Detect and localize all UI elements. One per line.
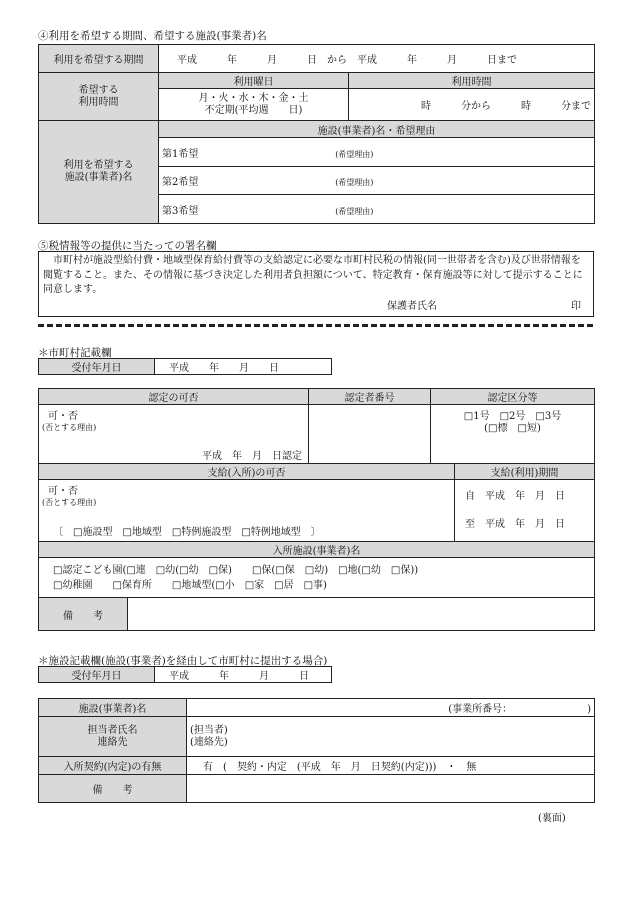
wish-label: 第3希望: [162, 205, 199, 217]
contact-person: (担当者): [190, 724, 228, 736]
category-cell[interactable]: [431, 405, 595, 464]
contract-field[interactable]: 有 ( 契約・内定 (平成 年 月 日契約(内定))) ・ 無: [187, 757, 595, 775]
entry-line2: □幼稚園 □保育所 □地域型(□小 □家 □居 □事): [53, 579, 327, 591]
payment-period-header: 支給(利用)期間: [455, 464, 595, 480]
facility-received-value[interactable]: 平成 年 月 日: [155, 667, 332, 683]
payment-cell[interactable]: [39, 480, 455, 542]
period-value[interactable]: 平成 年 月 日 から 平成 年 月 日まで: [159, 45, 595, 73]
facility-received-label: 受付年月日: [39, 667, 155, 683]
city-table: [38, 388, 595, 631]
payment-reason-note: (否とする理由): [42, 498, 97, 507]
period-from: 自 平成 年 月 日: [465, 490, 565, 502]
wish-label: 第2希望: [162, 177, 199, 188]
contract-label: 入所契約(内定)の有無: [39, 757, 187, 775]
city-remarks-label: 備 考: [39, 598, 128, 630]
payment-yes-no: 可・否: [48, 486, 78, 497]
section5-title: ⑤税情報等の提供に当たっての署名欄: [38, 240, 217, 252]
facility-name-label: 施設(事業者)名: [39, 699, 187, 717]
time-value[interactable]: 時 分から 時 分まで: [349, 89, 595, 121]
payment-period-cell[interactable]: [455, 480, 595, 542]
payment-types: 〔 □施設型 □地域型 □特例施設型 □特例地域型 〕: [53, 527, 321, 538]
category-header: 認定区分等: [431, 389, 595, 405]
contact-label: 担当者氏名 連絡先: [39, 717, 187, 757]
office-number: (事業所番号： ): [448, 704, 591, 715]
city-received-value[interactable]: 平成 年 月 日: [155, 359, 332, 375]
approval-header: 認定の可否: [39, 389, 309, 405]
contact-field[interactable]: [187, 717, 595, 757]
consent-text: 市町村が施設型給付費・地域型保育給付費等の支給認定に必要な市町村民税の情報(同一世帯者を含む)及び世帯情報を閲覧すること。また、その情報に基づき決定した利用者負担額について、特定教育・保育施設等に対して提示することに同意します。: [43, 255, 583, 295]
seal-mark: 印: [571, 301, 581, 312]
facility-name-field[interactable]: [187, 699, 595, 717]
entry-line1: □認定こども園(□連 □幼(□幼 □保) □保(□保 □幼) □地(□幼 □保)): [53, 564, 419, 576]
contact-tel: (連絡先): [190, 736, 228, 748]
section4-title: ④利用を希望する期間、希望する施設(事業者)名: [38, 30, 267, 42]
period-label: 利用を希望する期間: [39, 45, 159, 73]
city-title: ＊市町村記載欄: [38, 347, 112, 359]
facility-remarks-label: 備 考: [39, 775, 187, 803]
entry-cell[interactable]: [39, 558, 595, 598]
wish-label: 第1希望: [162, 148, 199, 160]
facility-label: 利用を希望する 施設(事業者)名: [39, 121, 159, 224]
wish-row[interactable]: [159, 195, 595, 224]
facility-received-table: [38, 666, 332, 683]
days-line2: 不定期(平均週 日): [204, 104, 303, 116]
section4-table: [38, 44, 595, 224]
usage-time-label: 希望する 利用時間: [39, 73, 159, 121]
city-remarks-field[interactable]: [128, 598, 594, 630]
back-side-label: (裏面): [538, 813, 566, 824]
approval-date: 平成 年 月 日認定: [202, 451, 302, 462]
approval-reason-note: (否とする理由): [42, 423, 97, 432]
wish-reason: (希望理由): [335, 149, 374, 159]
facility-title: ＊施設記載欄(施設(事業者)を経由して市町村に提出する場合): [38, 655, 328, 667]
approver-header: 認定者番号: [309, 389, 431, 405]
days-line1: 月・火・水・木・金・土: [198, 92, 309, 104]
approver-number-cell[interactable]: [309, 405, 431, 464]
wish-row[interactable]: [159, 138, 595, 167]
city-remarks-row: [39, 598, 595, 631]
category-line1: □1号 □2号 □3号: [463, 411, 562, 422]
period-to: 至 平成 年 月 日: [465, 518, 565, 530]
entry-header: 入所施設(事業者)名: [39, 542, 595, 558]
approval-cell[interactable]: [39, 405, 309, 464]
consent-box: [38, 251, 594, 317]
category-line2: (□標 □短): [484, 423, 541, 434]
city-received-label: 受付年月日: [39, 359, 155, 375]
wish-reason: (希望理由): [335, 178, 374, 187]
time-header: 利用時間: [349, 73, 595, 89]
approval-yes-no: 可・否: [48, 411, 78, 422]
day-header: 利用曜日: [159, 73, 349, 89]
wish-reason: (希望理由): [335, 206, 374, 216]
days-cell[interactable]: [159, 89, 349, 121]
cut-line: [38, 324, 593, 327]
city-received-table: [38, 358, 332, 375]
guardian-label: 保護者氏名: [387, 301, 437, 312]
facility-remarks-field[interactable]: [187, 775, 595, 803]
facility-header: 施設(事業者)名・希望理由: [159, 121, 595, 138]
facility-table: [38, 698, 595, 803]
payment-header: 支給(入所)の可否: [39, 464, 455, 480]
wish-row[interactable]: [159, 167, 595, 195]
